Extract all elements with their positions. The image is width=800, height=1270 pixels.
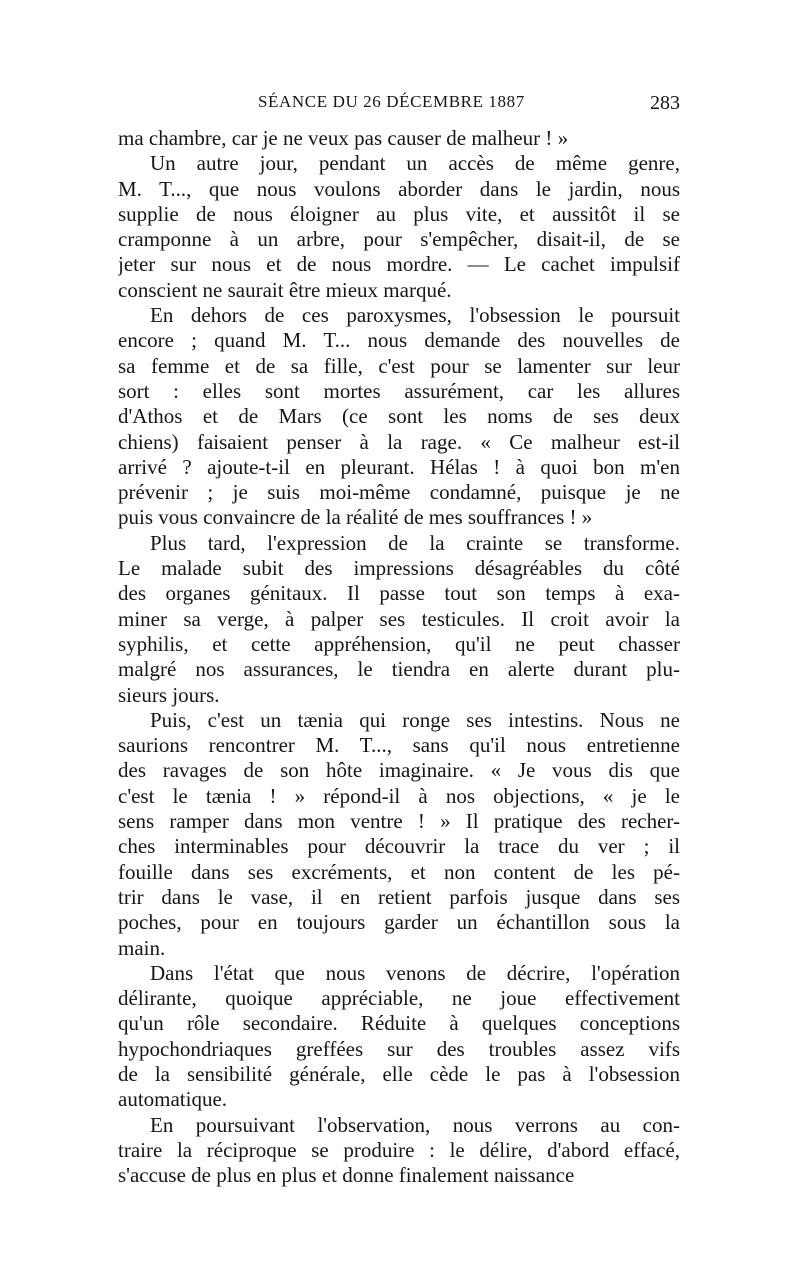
text-line: syphilis, et cette appréhension, qu'il ne peut chasser [118,631,680,656]
text-line: En poursuivant l'observation, nous verrons au con- [150,1112,680,1137]
text-line: des organes génitaux. Il passe tout son temps à exa- [118,581,680,606]
text-line: jeter sur nous et de nous mordre. — Le cachet impulsif [118,252,680,277]
text-line: miner sa verge, à palper ses testicules. Il croit avoir la [118,606,680,631]
text-line: arrivé ? ajoute-t-il en pleurant. Hélas ! à quoi bon m'en [118,454,680,479]
text-line: des ravages de son hôte imaginaire. « Je vous dis que [118,758,680,783]
text-line: saurions rencontrer M. T..., sans qu'il nous entretienne [118,733,680,758]
text-line: trir dans le vase, il en retient parfois jusque dans ses [118,884,680,909]
text-line: délirante, quoique appréciable, ne joue effectivement [118,986,680,1011]
text-line: s'accuse de plus en plus et donne finalement naissance [118,1163,575,1188]
running-head [118,92,680,118]
text-line: conscient ne saurait être mieux marqué. [118,277,452,302]
text-line: Le malade subit des impressions désagréables du côté [118,556,680,581]
text-line: cramponne à un arbre, pour s'empêcher, disait-il, de se [118,227,680,252]
header-title: SÉANCE DU 26 DÉCEMBRE 1887 [258,92,525,111]
text-line: de la sensibilité générale, elle cède le pas à l'obsession [118,1061,680,1086]
text-line: main. [118,935,166,960]
text-line: M. T..., que nous voulons aborder dans le jardin, nous [118,176,680,201]
page-number: 283 [650,92,680,114]
text-line: encore ; quand M. T... nous demande des nouvelles de [118,328,680,353]
text-line: Un autre jour, pendant un accès de même genre, [150,151,680,176]
text-line: puis vous convaincre de la réalité de mes souffrances ! » [118,505,593,530]
text-line: Puis, c'est un tænia qui ronge ses intestins. Nous ne [150,707,680,732]
text-line: supplie de nous éloigner au plus vite, et aussitôt il se [118,201,680,226]
text-line: d'Athos et de Mars (ce sont les noms de ses deux [118,404,680,429]
paragraph [118,531,680,708]
paragraph [118,1113,680,1189]
paragraph [118,303,680,531]
text-line: En dehors de ces paroxysmes, l'obsession le poursuit [150,303,680,328]
paragraph [118,961,680,1113]
text-line: sens ramper dans mon ventre ! » Il pratique des recher- [118,809,680,834]
text-line: sa femme et de sa fille, c'est pour se lamenter sur leur [118,353,680,378]
text-line: ches interminables pour découvrir la trace du ver ; il [118,834,680,859]
text-line: sieurs jours. [118,682,220,707]
text-line: hypochondriaques greffées sur des troubles assez vifs [118,1036,680,1061]
text-line: ma chambre, car je ne veux pas causer de malheur ! » [118,126,569,150]
text-line: prévenir ; je suis moi-même condamné, puisque je ne [118,480,680,505]
text-line: poches, pour en toujours garder un échantillon sous la [118,910,680,935]
text-line: Dans l'état que nous venons de décrire, l'opération [150,960,680,985]
paragraph [118,126,680,151]
body-text [118,126,680,1188]
text-line: traire la réciproque se produire : le délire, d'abord effacé, [118,1137,680,1162]
text-line: malgré nos assurances, le tiendra en alerte durant plu- [118,657,680,682]
text-line: Plus tard, l'expression de la crainte se transforme. [150,530,680,555]
text-line: automatique. [118,1087,228,1112]
text-line: sort : elles sont mortes assurément, car les allures [118,378,680,403]
paragraph [118,708,680,961]
paragraph [118,151,680,303]
text-line: qu'un rôle secondaire. Réduite à quelques conceptions [118,1011,680,1036]
text-line: chiens) faisaient penser à la rage. « Ce malheur est-il [118,429,680,454]
text-line: fouille dans ses excréments, et non content de les pé- [118,859,680,884]
text-line: c'est le tænia ! » répond-il à nos objections, « je le [118,783,680,808]
